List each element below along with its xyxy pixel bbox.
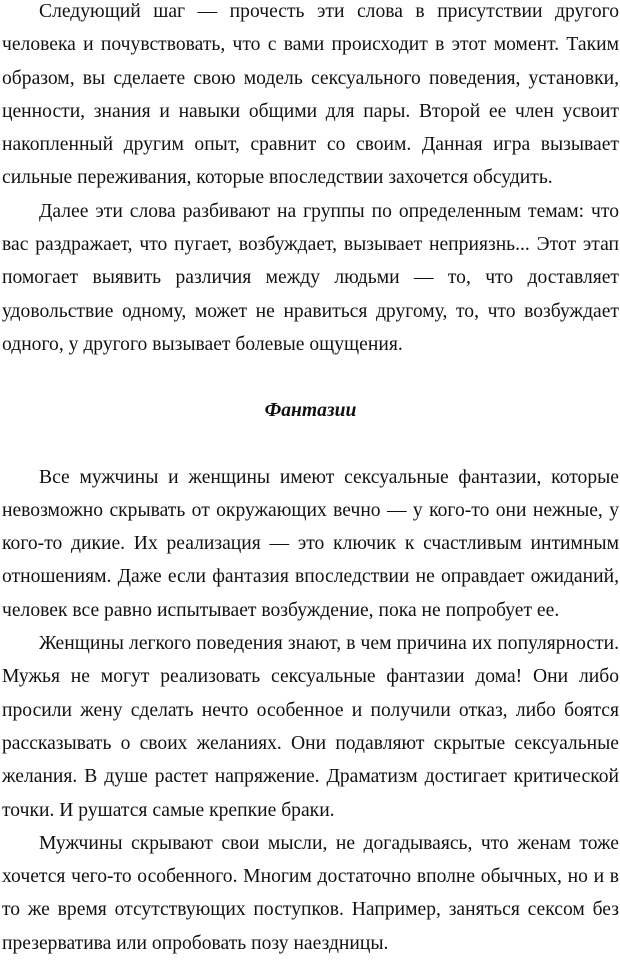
section-heading-fantasies: Фантазии: [264, 400, 357, 422]
paragraph-fantasies-all: Все мужчины и женщины имеют сексуальные фантазии, которые невозможно скрывать от окружающих вечно — у кого-то они нежные, у кого-то дикие. Их реализация — это ключик к счастливым интимным отношениям. Даже если фантазия впоследствии не оправдает ожиданий, человек все равно испытывает возбуждение, пока не попробует ее.: [2, 466, 619, 621]
paragraph-intro-next-step: Следующий шаг — прочесть эти слова в присутствии другого человека и почувствовать, что с вами происходит в этот момент. Таким образом, вы сделаете свою модель сексуального поведения, установки, ценности, знания и навыки общими для пары. Второй ее член усвоит накопленный другим опыт, сравнит со своим. Данная игра вызывает сильные переживания, которые впоследствии захочется обсудить.: [2, 1, 619, 189]
paragraph-women-of-easy-virtue: Женщины легкого поведения знают, в чем причина их популярности. Мужья не могут реализовать сексуальные фантазии дома! Они либо просили жену сделать нечто особенное и получили отказ, либо боятся рассказывать о своих желаниях. Они подавляют скрытые сексуальные желания. В душе растет напряжение. Драматизм достигает критической точки. И рушатся самые крепкие браки.: [2, 633, 619, 821]
paragraph-word-groups: Далее эти слова разбивают на группы по определенным темам: что вас раздражает, что пугает, возбуждает, вызывает неприязнь... Этот этап помогает выявить различия между людьми — то, что доставляет удовольствие одному, может не нравиться другому, то, что возбуждает одного, у другого вызывает болевые ощущения.: [2, 200, 619, 355]
paragraph-men-hide-thoughts: Мужчины скрывают свои мысли, не догадываясь, что женам тоже хочется чего-то особенного. Многим достаточно вполне обычных, но и в то же время отсутствующих поступков. Например, заняться сексом без презерватива или опробовать позу наездницы.: [2, 832, 619, 954]
